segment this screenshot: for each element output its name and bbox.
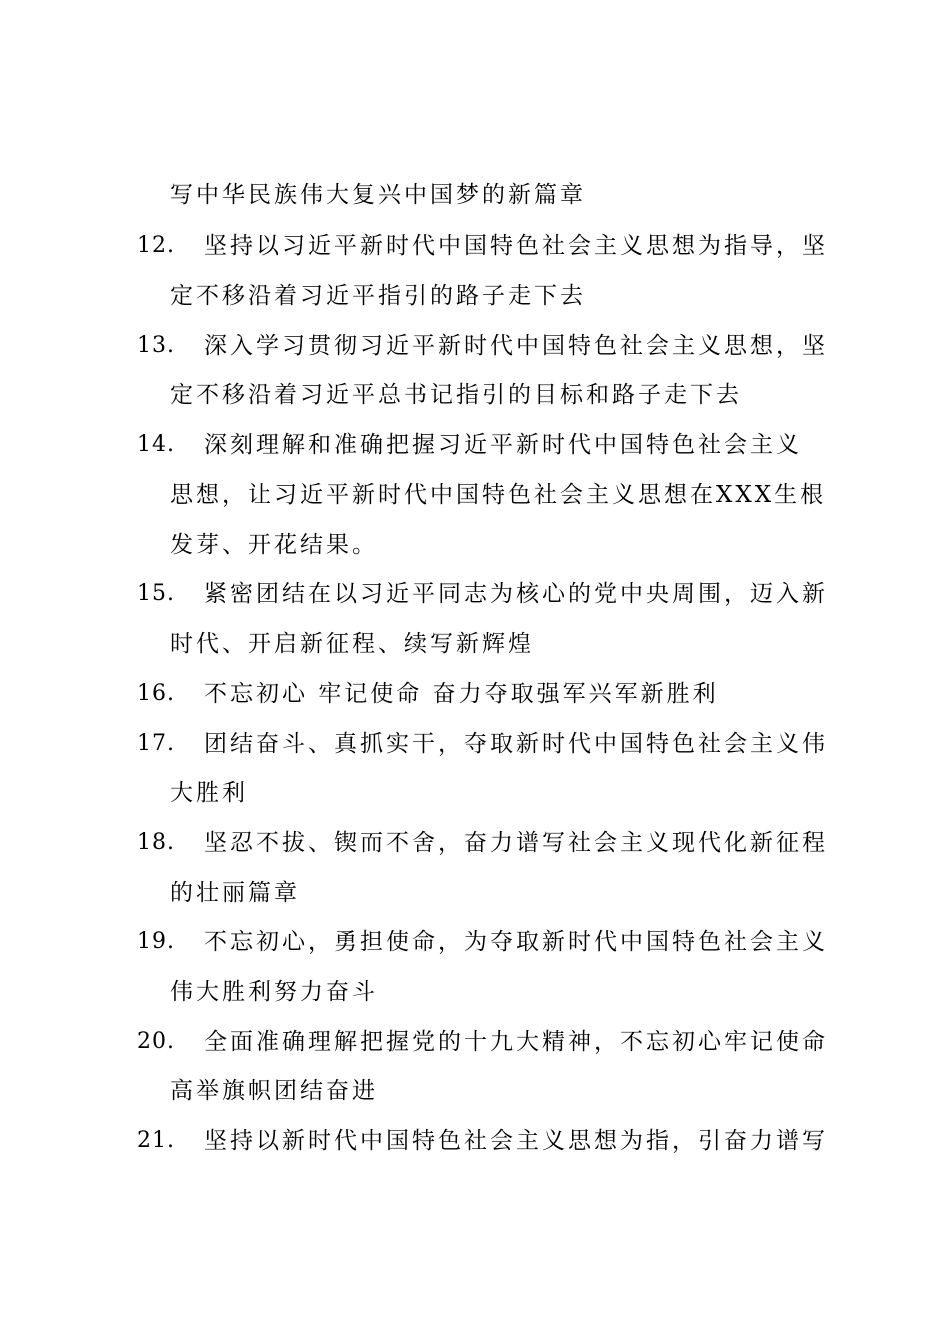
item-line: 思想，让习近平新时代中国特色社会主义思想在XXX生根: [170, 482, 827, 508]
item-line: 坚持以习近平新时代中国特色社会主义思想为指导，坚: [204, 233, 828, 259]
item-line: 团结奋斗、真抓实干，夺取新时代中国特色社会主义伟: [204, 731, 828, 757]
item-number: 19.: [137, 929, 175, 954]
leading-continuation-line: 写中华民族伟大复兴中国梦的新篇章: [170, 182, 586, 208]
item-number: 21.: [137, 1128, 175, 1153]
item-line: 的壮丽篇章: [170, 880, 300, 906]
item-number: 18.: [137, 830, 175, 855]
item-number: 20.: [137, 1029, 175, 1054]
item-number: 12.: [137, 233, 175, 258]
item-line: 深入学习贯彻习近平新时代中国特色社会主义思想，坚: [204, 333, 828, 359]
item-line: 定不移沿着习近平总书记指引的目标和路子走下去: [170, 382, 742, 408]
item-line: 大胜利: [170, 780, 248, 806]
item-number: 15.: [137, 581, 175, 606]
item-number: 16.: [137, 681, 175, 706]
item-number: 14.: [137, 432, 175, 457]
item-line: 深刻理解和准确把握习近平新时代中国特色社会主义: [204, 432, 802, 458]
item-number: 17.: [137, 731, 175, 756]
item-line: 全面准确理解把握党的十九大精神，不忘初心牢记使命: [204, 1029, 828, 1055]
item-line: 不忘初心，勇担使命，为夺取新时代中国特色社会主义: [204, 929, 828, 955]
item-line: 伟大胜利努力奋斗: [170, 979, 378, 1005]
item-line: 高举旗帜团结奋进: [170, 1078, 378, 1104]
item-line: 不忘初心 牢记使命 奋力夺取强军兴军新胜利: [204, 681, 719, 707]
item-line: 坚持以新时代中国特色社会主义思想为指，引奋力谱写: [204, 1128, 828, 1154]
item-line: 发芽、开花结果。: [170, 532, 378, 558]
item-number: 13.: [137, 333, 175, 358]
item-line: 坚忍不拔、锲而不舍，奋力谱写社会主义现代化新征程: [204, 830, 828, 856]
item-line: 紧密团结在以习近平同志为核心的党中央周围，迈入新: [204, 581, 828, 607]
item-line: 定不移沿着习近平指引的路子走下去: [170, 283, 586, 309]
item-line: 时代、开启新征程、续写新辉煌: [170, 631, 534, 657]
